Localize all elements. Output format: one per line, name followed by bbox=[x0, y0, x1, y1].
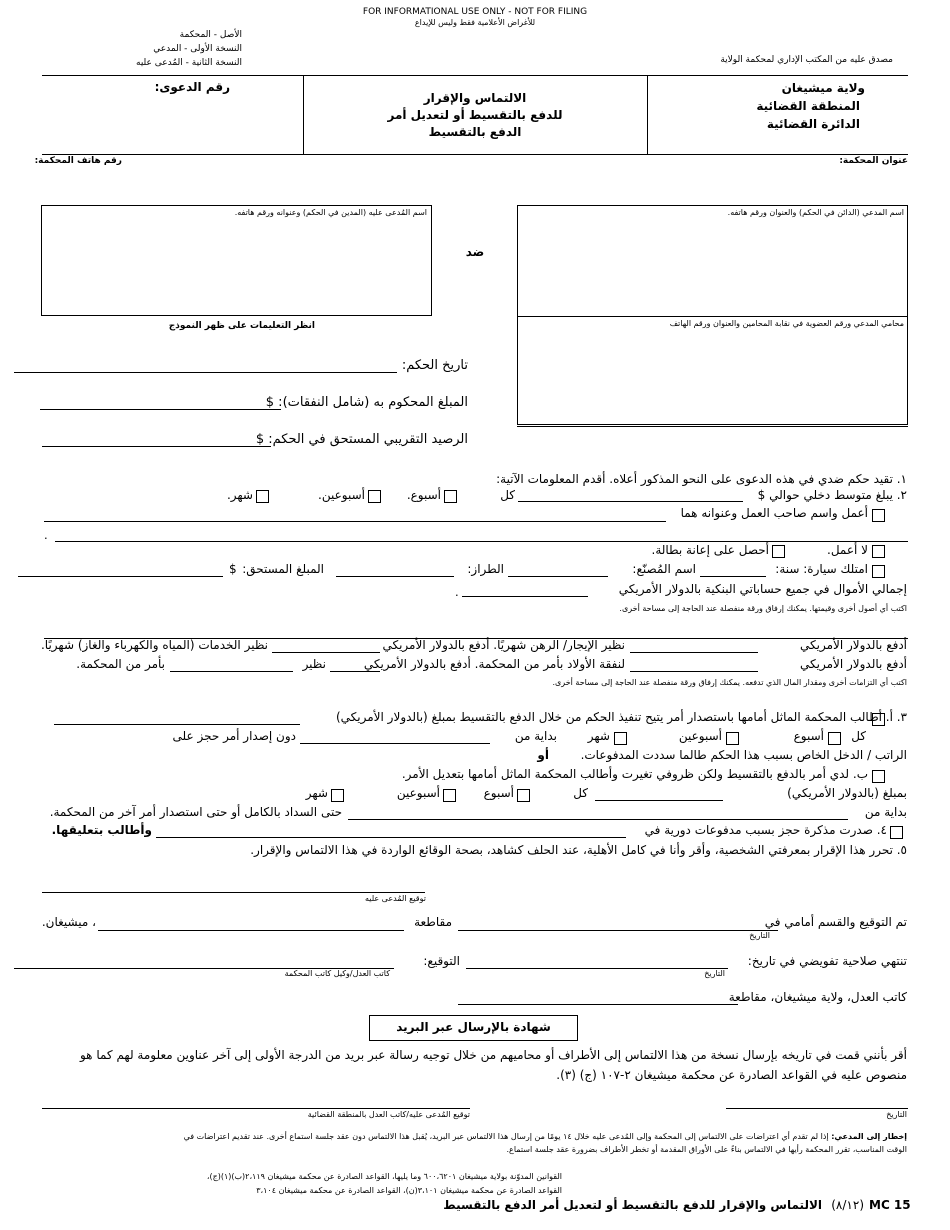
attorney-label: محامي المدعي ورقم العضوية في نقابة المحامين والعنوان ورقم الهاتف bbox=[669, 319, 904, 328]
notice-text-2: الوقت المناسب، تقرر المحكمة رأيها في الالتماس بناءً على الأوراق المقدمة أو تخطر الأطراف بضرورة عقد جلسة استماع. bbox=[506, 1145, 907, 1154]
court-phone-label: رقم هاتف المحكمة: bbox=[34, 156, 122, 166]
copy-first: النسخة الأولى - المدعي bbox=[153, 44, 242, 54]
item-3b-label: ب. لدي أمر بالدفع بالتقسيط ولكن ظروفي تغيرت وأطالب المحكمة الماثل أمامها بتعديل الأمر. bbox=[401, 767, 868, 781]
child-support-label: لنفقة الأولاد بأمر من المحكمة. أدفع بالدولار الأمريكي bbox=[363, 657, 625, 671]
car-checkbox[interactable] bbox=[872, 565, 885, 578]
item-3b-every: كل bbox=[573, 786, 588, 800]
month-checkbox[interactable] bbox=[256, 490, 269, 503]
employer-period: . bbox=[44, 528, 48, 542]
item-3b-week-label: أسبوع bbox=[483, 786, 514, 800]
defendant-box[interactable] bbox=[41, 205, 432, 316]
instructions-note: انظر التعليمات على ظهر النموذج bbox=[168, 321, 315, 331]
bank-field[interactable] bbox=[462, 596, 588, 597]
unemployed-label: لا أعمل. bbox=[827, 543, 868, 557]
no-garnish-label: دون إصدار أمر حجز على bbox=[172, 729, 296, 743]
child-support-pay-label: أدفع بالدولار الأمريكي bbox=[799, 657, 907, 671]
sworn-county-label: مقاطعة bbox=[414, 915, 452, 929]
notary-signature-label: التوقيع: bbox=[423, 954, 460, 968]
copy-original: الأصل - المحكمة bbox=[179, 30, 242, 40]
plaintiff-label: اسم المدعي (الدائن في الحكم) والعنوان ورقم هاتفه. bbox=[727, 208, 904, 217]
title-line-3: الدفع بالتقسيط bbox=[428, 125, 522, 139]
judgment-amount-field[interactable] bbox=[40, 409, 281, 410]
car-maker-label: اسم المُصنّع: bbox=[632, 562, 696, 576]
form-number: MC 15 bbox=[869, 1198, 911, 1212]
employer-field-2[interactable] bbox=[55, 541, 908, 542]
title-line-1: الالتماس والإقرار bbox=[423, 91, 527, 105]
item-3a-start-label: بداية من bbox=[514, 729, 557, 743]
other-pay-purpose-field[interactable] bbox=[170, 671, 293, 672]
mailing-date-field[interactable] bbox=[726, 1108, 908, 1109]
court-order-label: بأمر من المحكمة. bbox=[76, 657, 165, 671]
case-number-label: رقم الدعوى: bbox=[154, 80, 230, 94]
judgment-balance-label: الرصيد التقريبي المستحق في الحكم: $ bbox=[255, 432, 468, 447]
item-3b-amount-label: بمبلغ (بالدولار الأمريكي) bbox=[787, 786, 907, 800]
notice-label: إخطار إلى المدعي: bbox=[831, 1132, 907, 1141]
item-3a-biweek-checkbox[interactable] bbox=[726, 732, 739, 745]
unemployment-benefit-checkbox[interactable] bbox=[772, 545, 785, 558]
judgment-date-label: تاريخ الحكم: bbox=[401, 358, 468, 373]
item-1: ١. تقيد حكم ضدي في هذه الدعوى على النحو المذكور أعلاه. أقدم المعلومات الآتية: bbox=[496, 472, 907, 486]
judgment-date-field[interactable] bbox=[14, 372, 397, 373]
utilities-field[interactable] bbox=[272, 652, 380, 653]
item-4-field[interactable] bbox=[156, 837, 626, 838]
bank-period: . bbox=[455, 585, 459, 599]
court-address-label: عنوان المحكمة: bbox=[839, 156, 908, 166]
biweekly-checkbox[interactable] bbox=[368, 490, 381, 503]
car-model-label: الطراز: bbox=[467, 562, 504, 576]
mailing-body-line-1: أقر بأنني قمت في تاريخه بإرسال نسخة من هذا الالتماس إلى الأطراف أو محاميهم من خلال توجيه رسالة عبر بريد من الدرجة الأولى إلى آخر عناوين معلومة لهم كما هو bbox=[79, 1048, 907, 1062]
item-4-checkbox[interactable] bbox=[890, 826, 903, 839]
income-field[interactable] bbox=[518, 501, 743, 502]
sworn-label: تم التوقيع والقسم أمامي في bbox=[764, 915, 907, 929]
car-maker-field[interactable] bbox=[508, 576, 608, 577]
other-pay-label: نظير bbox=[302, 657, 326, 671]
item-2-prefix: ٢. يبلغ متوسط دخلي حوالي $ bbox=[757, 488, 907, 502]
notice-to-plaintiff bbox=[42, 1130, 907, 1156]
rent-label: نظير الإيجار/ الرهن شهريًا. أدفع بالدولار الأمريكي bbox=[382, 638, 625, 652]
mailing-signature-label: توقيع المُدعى عليه/كاتب العدل بالمنطقة القضائية bbox=[307, 1110, 470, 1119]
rent-pay-label: أدفع بالدولار الأمريكي bbox=[799, 638, 907, 652]
item-3b-biweek-checkbox[interactable] bbox=[443, 789, 456, 802]
car-year-label: امتلك سيارة: سنة: bbox=[775, 562, 868, 576]
court-header bbox=[616, 79, 865, 133]
form-footer-title: الالتماس والإقرار للدفع بالتقسيط أو لتعديل أمر الدفع بالتقسيط bbox=[443, 1198, 822, 1212]
car-owed-dollar: $ bbox=[229, 562, 237, 576]
commission-label: تنتهي صلاحية تفويضي في تاريخ: bbox=[747, 954, 907, 968]
item-3a-week-checkbox[interactable] bbox=[828, 732, 841, 745]
week-checkbox[interactable] bbox=[444, 490, 457, 503]
clerk-title-label: كاتب العدل/وكيل كاتب المحكمة bbox=[284, 969, 390, 978]
item-4-label: ٤. صدرت مذكرة حجز بسبب مدفوعات دورية في bbox=[644, 823, 887, 837]
car-owed-label: المبلغ المستحق: bbox=[242, 562, 324, 576]
assets-note: اكتب أي أصول أخرى وقيمتها. يمكنك إرفاق ورقة منفصلة عند الحاجة إلى مساحة أخرى. bbox=[619, 604, 907, 613]
mailing-date-label: التاريخ bbox=[886, 1110, 907, 1119]
biweekly-label: أسبوعين. bbox=[318, 488, 365, 502]
notary-county-field[interactable] bbox=[458, 1004, 738, 1005]
notice-text-1: إذا لم تقدم أي اعتراضات على الالتماس إلى المحكمة وإلى المُدعى عليه خلال ١٤ يومًا من إرسال هذا الالتماس عبر البريد، يُقبل هذا الالتماس دون عقد جلسة استماع أخرى. عند تقديم اعتراضات في bbox=[183, 1132, 829, 1141]
unemployment-benefit-label: أحصل على إعانة بطالة. bbox=[651, 543, 769, 557]
defendant-signature-field[interactable] bbox=[42, 892, 425, 893]
judgment-amount-label: المبلغ المحكوم به (شامل النفقات): $ bbox=[265, 395, 468, 410]
utilities-label: نظير الخدمات (المياه والكهرباء والغاز) شهريًا. bbox=[40, 638, 268, 652]
item-3b-week-checkbox[interactable] bbox=[517, 789, 530, 802]
copy-second: النسخة الثانية - المُدعى عليه bbox=[136, 58, 242, 68]
state-label: ولاية ميشيغان bbox=[781, 81, 865, 95]
employed-checkbox[interactable] bbox=[872, 509, 885, 522]
item-3a-every: كل bbox=[851, 729, 866, 743]
car-owed-field[interactable] bbox=[18, 576, 223, 577]
district-label: المنطقة القضائية bbox=[756, 99, 860, 113]
plaintiff-box[interactable] bbox=[517, 205, 908, 425]
installment-amount-field[interactable] bbox=[54, 724, 300, 725]
car-model-field[interactable] bbox=[336, 576, 454, 577]
employer-field-1[interactable] bbox=[44, 521, 666, 522]
wages-label: الراتب / الدخل الخاص بسبب هذا الحكم طالما سددت المدفوعات. bbox=[580, 748, 907, 762]
legal-citations bbox=[42, 1170, 562, 1198]
defendant-label: اسم المُدعى عليه (المدين في الحكم) وعنوانه ورقم هاتفه. bbox=[234, 208, 427, 217]
item-3b-month-label: شهر bbox=[305, 786, 328, 800]
copies-distribution bbox=[120, 28, 242, 70]
item-3a-label bbox=[336, 710, 907, 724]
mailing-title: شهادة بالإرسال عبر البريد bbox=[396, 1020, 551, 1034]
item-3b-start-label: بداية من bbox=[864, 805, 907, 819]
form-date: (٨/١٢) bbox=[831, 1198, 864, 1212]
other-pay-field[interactable] bbox=[330, 671, 380, 672]
form-title bbox=[304, 90, 646, 141]
item-4-tail: وأطالب بتعليقها. bbox=[51, 823, 152, 837]
item-5: ٥. تحرر هذا الإقرار بمعرفتي الشخصية، وأقر وأنا في كامل الأهلية، عند الحلف كشاهد، بصحة الوقائع الواردة في هذا الالتماس والإقرار. bbox=[250, 843, 907, 857]
item-3a-text: ٣. أ. أطالب المحكمة الماثل أمامها باستصدار أمر يتيح تنفيذ الحكم من خلال الدفع بالتقسيط بمبلغ (بالدولار الأمريكي) bbox=[335, 710, 907, 724]
mailing-body-line-2: منصوص عليه في القواعد الصادرة عن محكمة ميشيغان ٢-١٠٧ (ج) (٣). bbox=[556, 1068, 907, 1082]
item-3a-month-label: شهر bbox=[587, 729, 610, 743]
sworn-michigan-label: ، ميشيغان. bbox=[41, 915, 96, 929]
item-2-every: كل bbox=[500, 488, 515, 502]
item-3b-checkbox[interactable] bbox=[872, 770, 885, 783]
month-label: شهر. bbox=[226, 488, 253, 502]
approval-note: مصدق عليه من المكتب الإداري لمحكمة الولاية bbox=[720, 55, 893, 65]
mailing-signature-field[interactable] bbox=[42, 1108, 470, 1109]
car-year-field[interactable] bbox=[700, 576, 766, 577]
child-support-field[interactable] bbox=[630, 671, 758, 672]
defendant-signature-label: توقيع المُدعى عليه bbox=[365, 894, 426, 903]
citation-line-2: القواعد الصادرة عن محكمة ميشيغان ٣،١٠١(ن)، القواعد الصادرة عن محكمة ميشيغان ٣،١٠٤ bbox=[256, 1186, 562, 1195]
unemployed-checkbox[interactable] bbox=[872, 545, 885, 558]
week-label: أسبوع. bbox=[406, 488, 441, 502]
commission-date-label: التاريخ bbox=[704, 969, 725, 978]
commission-date-field[interactable] bbox=[466, 968, 728, 969]
item-3a-month-checkbox[interactable] bbox=[614, 732, 627, 745]
item-3b-start-field[interactable] bbox=[348, 819, 848, 820]
obligations-note: اكتب أي التزامات أخرى ومقدار المال الذي تدفعه. يمكنك إرفاق ورقة منفصلة عند الحاجة إلى مساحة أخرى. bbox=[552, 678, 907, 687]
item-3b-biweek-label: أسبوعين bbox=[396, 786, 440, 800]
title-line-2: للدفع بالتقسيط أو لتعديل أمر bbox=[387, 108, 563, 122]
item-3b-amount-field[interactable] bbox=[595, 800, 723, 801]
item-3a-biweek-label: أسبوعين bbox=[678, 729, 722, 743]
sworn-county-field[interactable] bbox=[98, 930, 404, 931]
or-label: أو bbox=[537, 748, 549, 762]
informational-notice-ar: للأغراض الأعلامية فقط وليس للإيداع bbox=[414, 18, 536, 27]
bank-label: إجمالي الأموال في جميع حساباتي البنكية بالدولار الأمريكي bbox=[618, 582, 907, 596]
item-3b-month-checkbox[interactable] bbox=[331, 789, 344, 802]
citation-line-1: القوانين المدوّنة بولاية ميشيغان ٦٠٠،٦٢٠١ وما يليها، القواعد الصادرة عن محكمة ميشيغان ٢،١١٩(ب)(١)(ج)، bbox=[206, 1172, 562, 1181]
rent-field[interactable] bbox=[630, 652, 758, 653]
item-3a-start-field[interactable] bbox=[300, 743, 490, 744]
notary-county-label: كاتب العدل، ولاية ميشيغان، مقاطعة bbox=[728, 990, 907, 1004]
informational-notice-en: FOR INFORMATIONAL USE ONLY - NOT FOR FILING bbox=[362, 7, 588, 17]
item-3b-until-label: حتى السداد بالكامل أو حتى استصدار أمر آخر من المحكمة. bbox=[49, 805, 342, 819]
versus-label: ضد bbox=[465, 245, 485, 259]
employer-label: أعمل واسم صاحب العمل وعنوانه هما bbox=[680, 506, 868, 520]
judgment-balance-field[interactable] bbox=[42, 446, 271, 447]
circuit-label: الدائرة القضائية bbox=[766, 117, 860, 131]
sworn-date-label: التاريخ bbox=[749, 931, 770, 940]
item-3a-week-label: أسبوع bbox=[793, 729, 824, 743]
